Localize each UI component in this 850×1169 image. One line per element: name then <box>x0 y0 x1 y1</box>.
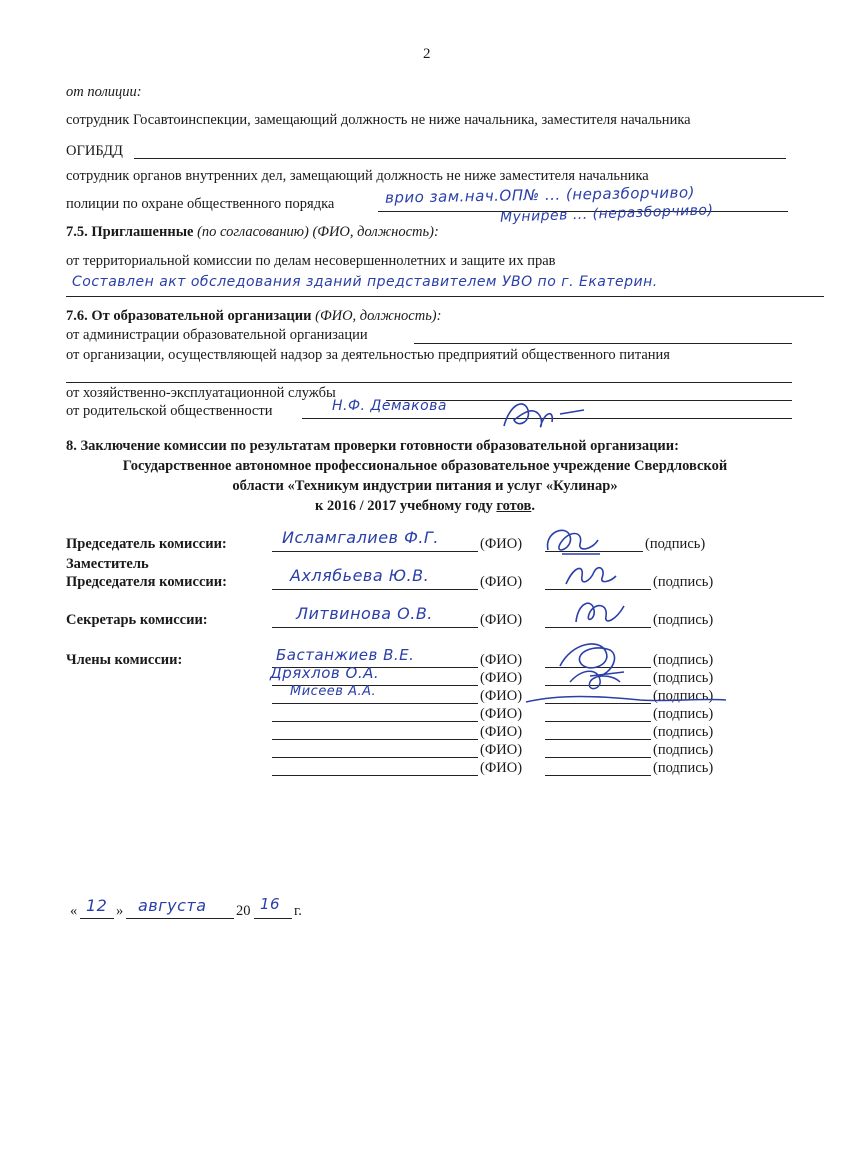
deputy-signature <box>560 560 620 592</box>
member-fio-label-7: (ФИО) <box>480 760 523 776</box>
gai-name-line <box>134 158 786 159</box>
deputy-sign-label: (подпись) <box>653 574 714 590</box>
chairman-signature <box>540 520 610 564</box>
conclusion-year-text: к 2016 / 2017 учебному году <box>315 498 497 514</box>
invited-heading-note: (по согласованию) (ФИО, должность): <box>197 224 439 240</box>
member-sign-line-7 <box>545 775 651 776</box>
admin-name-line <box>414 343 792 344</box>
gai-label-line2: ОГИБДД <box>66 143 123 159</box>
member-fio-label-3: (ФИО) <box>480 688 523 704</box>
date-month-line <box>126 918 234 919</box>
chairman-sign-label: (подпись) <box>645 536 706 552</box>
member-fio-line-5 <box>272 739 478 740</box>
readiness-status: готов <box>496 498 532 514</box>
conclusion-period: . <box>531 498 535 514</box>
invited-heading <box>66 224 439 241</box>
date-year-suffix: 16 <box>260 895 281 913</box>
member-sign-label-4: (подпись) <box>653 706 714 722</box>
member-fio-label-5: (ФИО) <box>480 724 523 740</box>
chairman-name: Исламгалиев Ф.Г. <box>282 528 439 547</box>
deputy-fio-label: (ФИО) <box>480 574 523 590</box>
member-fio-line-4 <box>272 721 478 722</box>
member-fio-label-2: (ФИО) <box>480 670 523 686</box>
kdn-label: от территориальной комиссии по делам несовершеннолетних и защите их прав <box>66 253 556 269</box>
deputy-fio-line <box>272 589 478 590</box>
deputy-label-line1: Заместитель <box>66 556 149 572</box>
deputy-name: Ахлябьева Ю.В. <box>290 566 430 585</box>
conclusion-line1: 8. Заключение комиссии по результатам проверки готовности образовательной организации: <box>66 438 679 454</box>
members-label: Члены комиссии: <box>66 652 183 668</box>
parents-signature <box>498 392 590 440</box>
member-fio-label-1: (ФИО) <box>480 652 523 668</box>
date-year-end: г. <box>294 903 302 919</box>
conclusion-line4 <box>0 498 850 515</box>
ovd-handwritten-name: Мунирев ... (неразборчиво) <box>499 202 714 226</box>
catering-label: от организации, осуществляющей надзор за деятельностью предприятий общественного питания <box>66 347 670 363</box>
admin-label: от администрации образовательной организации <box>66 327 368 343</box>
member-sign-label-2: (подпись) <box>653 670 714 686</box>
date-year-prefix: 20 <box>236 903 251 919</box>
date-close-quote: » <box>116 903 124 919</box>
deputy-label-line2: Председателя комиссии: <box>66 574 227 590</box>
secretary-label: Секретарь комиссии: <box>66 612 208 628</box>
chairman-fio-label: (ФИО) <box>480 536 523 552</box>
secretary-fio-line <box>272 627 478 628</box>
conclusion-line3: области «Техникум индустрии питания и услуг «Кулинар» <box>232 478 618 494</box>
conclusion-line2: Государственное автономное профессиональное образовательное учреждение Свердловской <box>122 458 728 474</box>
member-sign-label-6: (подпись) <box>653 742 714 758</box>
parents-label: от родительской общественности <box>66 403 273 419</box>
date-day-line <box>80 918 114 919</box>
maintenance-label: от хозяйственно-эксплуатационной службы <box>66 385 336 401</box>
invited-heading-number: 7.5. Приглашенные <box>66 224 194 240</box>
date-open-quote: « <box>70 903 78 919</box>
secretary-fio-label: (ФИО) <box>480 612 523 628</box>
member-sign-line-4 <box>545 721 651 722</box>
secretary-name: Литвинова О.В. <box>296 604 433 623</box>
kdn-name-line <box>66 296 824 297</box>
edu-org-heading-note: (ФИО, должность): <box>315 308 442 324</box>
secretary-signature <box>568 592 632 632</box>
police-heading: от полиции: <box>66 84 142 100</box>
member-fio-label-6: (ФИО) <box>480 742 523 758</box>
members-signatures <box>520 632 730 714</box>
member-sign-label-5: (подпись) <box>653 724 714 740</box>
secretary-sign-label: (подпись) <box>653 612 714 628</box>
member-fio-label-4: (ФИО) <box>480 706 523 722</box>
member-fio-line-6 <box>272 757 478 758</box>
catering-name-line <box>66 382 792 383</box>
ovd-label-line1: сотрудник органов внутренних дел, замещающий должность не ниже заместителя начальника <box>66 168 649 184</box>
ovd-label-line2: полиции по охране общественного порядка <box>66 196 335 212</box>
member-fio-line-7 <box>272 775 478 776</box>
ovd-handwritten-position: врио зам.нач.ОП№ ... (неразборчиво) <box>384 183 696 207</box>
member-fio-line-3 <box>272 703 478 704</box>
date-day: 12 <box>86 896 108 915</box>
member-sign-line-6 <box>545 757 651 758</box>
member-sign-line-5 <box>545 739 651 740</box>
member-sign-label-3: (подпись) <box>653 688 714 704</box>
edu-org-heading <box>66 308 441 325</box>
edu-org-heading-number: 7.6. От образовательной организации <box>66 308 312 324</box>
page-number: 2 <box>423 46 431 62</box>
member-name-1: Бастанжиев В.Е. <box>276 646 415 664</box>
member-name-2: Дряхлов О.А. <box>270 664 380 682</box>
parents-handwritten-name: Н.Ф. Демакова <box>332 398 447 414</box>
kdn-handwritten: Составлен акт обследования зданий представителем УВО по г. Екатерин. <box>72 274 658 290</box>
member-sign-label-7: (подпись) <box>653 760 714 776</box>
date-month: августа <box>138 896 207 915</box>
gai-label-line1: сотрудник Госавтоинспекции, замещающий должность не ниже начальника, заместителя начальника <box>66 112 691 128</box>
chairman-fio-line <box>272 551 478 552</box>
member-sign-label-1: (подпись) <box>653 652 714 668</box>
date-year-line <box>254 918 292 919</box>
chairman-label: Председатель комиссии: <box>66 536 227 552</box>
member-name-3: Мисеев А.А. <box>290 684 377 699</box>
